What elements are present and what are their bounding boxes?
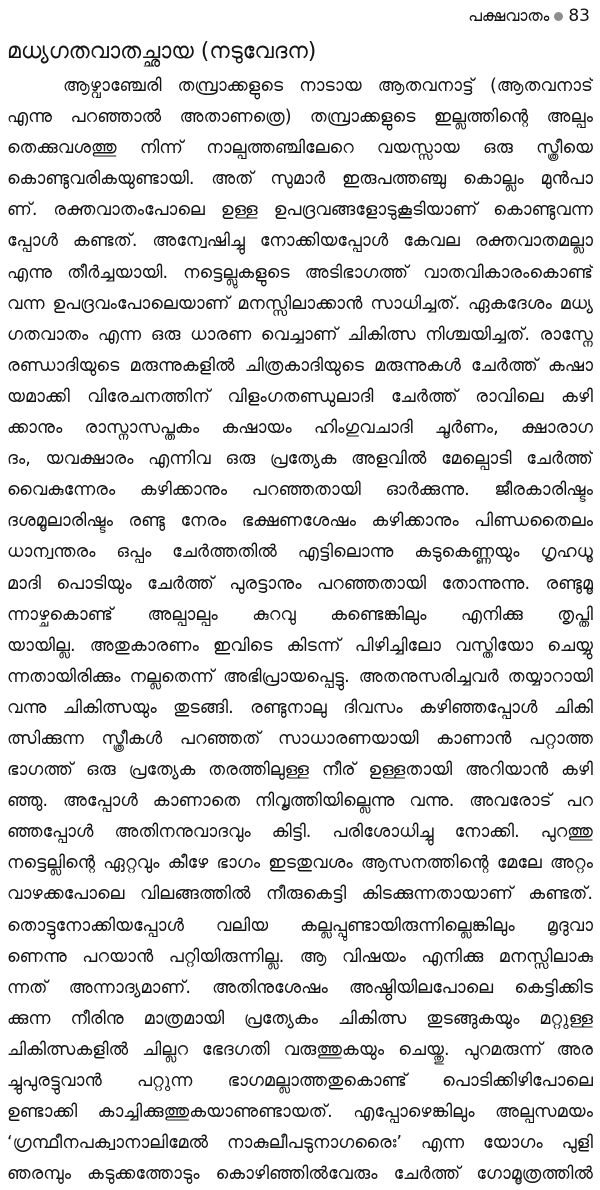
text-line: ഞരമ്പും കടുക്കത്തോടും കൊഴിഞ്ഞിൽവേരും ചേർത്ത് ഗോമൂത്രത്തിൽ [7,1164,593,1185]
text-line: ഞ്ഞപ്പോൾ അതിനനുവാദവും കിട്ടി. പരിശോധിച്ചു നോക്കി. പുറത്തു [7,822,593,843]
text-line: ന്നത് അന്നാദ്യമാണ്. അതിനുശേഷം അഷ്ഠിയിലപോലെ കെട്ടിക്കിട [7,977,593,998]
text-line: യമാക്കി വിരേചനത്തിന് വിളംഗതണ്ഡുലാദി ചേർത്ത് രാവിലെ കഴി [7,386,593,407]
text-line: ച്ചുപുരട്ടുവാൻ പറ്റുന്ന ഭാഗമല്ലാത്തതുകൊണ്ട് പൊടിക്കിഴിപോലെ [7,1071,593,1091]
text-line: എന്നു തീർച്ചയായി. നട്ടെല്ലുകളുടെ അടിഭാഗത്ത് വാതവികാരംകൊണ്ട് [7,262,593,283]
text-line: ദം, യവക്ഷാരം എന്നിവ ഒരു പ്രത്യേക അളവിൽ മേല്പൊടി ചേർത്ത് [7,449,593,470]
text-line: ക്കുന്ന നീരിനു മാത്രമായി പ്രത്യേകം ചികിത്സ തുടങ്ങുകയും മറ്റുള്ള [7,1008,593,1029]
text-line: ന്നാഴ്ചകൊണ്ട് അല്പാല്പം കുറവു കണ്ടെങ്കിലും എനിക്കു തൃപ്തി [7,604,593,625]
text-line: ധാന്വന്തരം ഒപ്പം ചേർത്തതിൽ എട്ടിലൊന്നു കടുകെണ്ണയും ഗൃഹധൂ [7,542,593,563]
text-line: നട്ടെല്ലിന്റെ ഏറ്റവും കീഴേ ഭാഗം ഇടതുവശം ആസനത്തിന്റെ മേലേ അറ്റം [7,853,593,874]
text-line: ഭാഗത്ത് ഒരു പ്രത്യേക തരത്തിലുള്ള നീര് ഉള്ളതായി അറിയാൻ കഴി [7,760,593,781]
body-text [7,71,593,1190]
text-line: തൊട്ടുനോക്കിയപ്പോൾ വലിയ കല്ലപ്പുണ്ടായിരുന്നില്ലെങ്കിലും മൃദുവാ [7,915,593,936]
text-line: മാദി പൊടിയും ചേർത്ത് പുരട്ടാനും പറഞ്ഞതായി തോന്നുന്നു. രണ്ടുമൂ [7,573,593,594]
text-line: വൈകുന്നേരം കഴിക്കാനും പറഞ്ഞതായി ഓർക്കുന്നു. ജീരകാരിഷ്ടം [7,480,593,501]
text-line: തെക്കുവശത്തു നിന്ന് നാല്പത്തഞ്ചിലേറെ വയസ്സായ ഒരു സ്ത്രീയെ [7,138,593,159]
running-header [468,6,590,26]
text-line: കൊണ്ടുവരികയുണ്ടായി. അത് സുമാർ ഇരുപത്തഞ്ചു കൊല്ലം മുൻപാ [7,169,593,190]
text-line: ഉണ്ടാക്കി കാച്ചിക്കുത്തുകയാണുണ്ടായത്. എപ്പോഴെങ്കിലും അല്പസമയം [7,1102,593,1123]
text-line: ദശമൂലാരിഷ്ടം രണ്ടു നേരം ഭക്ഷണശേഷം കഴിക്കാനും പിണ്ഡതൈലം [7,511,593,532]
text-line: ത്സിക്കുന്ന സ്ത്രീകൾ പറഞ്ഞത് സാധാരണയായി കാണാൻ പറ്റാത്ത [7,728,593,749]
section-heading: മധ്യഗതവാതച്ഛായ (നടുവേദന) [7,39,317,64]
text-line: ആഴ്വാഞ്ചേരി തമ്പ്രാക്കളുടെ നാടായ ആതവനാട്ട് (ആതവനാട് [63,76,593,96]
text-line: ഗതവാതം എന്ന ഒരു ധാരണ വെച്ചാണ് ചികിത്സ നിശ്ചയിച്ചത്. രാസ്നേ [7,324,593,345]
text-line: വന്ന ഉപദ്രവംപോലെയാണ് മനസ്സിലാക്കാൻ സാധിച്ചത്. ഏകദേശം മധ്യ [7,293,593,314]
text-line: വാഴക്കപോലെ വിലങ്ങത്തിൽ നീരുകെട്ടി കിടക്കുന്നതായാണ് കണ്ടത്. [7,884,593,905]
page-number: 83 [568,6,590,26]
text-line: ണെന്നു പറയാൻ പറ്റിയിരുന്നില്ല. ആ വിഷയം എനിക്കു മനസ്സിലാകു [7,946,593,967]
bullet-ornament-icon [554,12,563,21]
text-line: എന്നു പറഞ്ഞാൽ അതാണത്രെ) തമ്പ്രാക്കളുടെ ഇല്ലത്തിന്റെ അല്പം [7,107,593,128]
text-line: ണ്. രക്തവാതംപോലെ ഉള്ള ഉപദ്രവങ്ങളോടുകൂടിയാണ് കൊണ്ടുവന്ന [7,200,593,221]
text-line: ഞ്ഞു. അപ്പോൾ കാണാതെ നിവൃത്തിയില്ലെന്നു വന്നു. അവരോട് പറ [7,791,593,812]
text-line: വന്നു ചികിത്സയും തുടങ്ങി. രണ്ടുനാലു ദിവസം കഴിഞ്ഞപ്പോൾ ചികി [7,697,593,718]
text-line: ‘ഗ്രന്ഥീനപക്വാനാലിമേൽ നാകുലീപടുനാഗരൈഃ’ എന്ന യോഗം പുളി [7,1133,593,1154]
text-line: പ്പോൾ കണ്ടത്. അന്വേഷിച്ചു നോക്കിയപ്പോൾ കേവല രക്തവാതമല്ലാ [7,231,593,252]
text-line: ന്നതായിരിക്കും നല്ലതെന്ന് അഭിപ്രായപ്പെട്ടു. അതനുസരിച്ചവർ തയ്യാറായി [7,666,593,687]
text-line: ക്കാനും രാസ്നാസപ്തകം കഷായം ഹിംഗുവചാദി ചൂർണം, ക്ഷാരാഗ [7,418,593,439]
text-line: ചികിത്സകളിൽ ചില്ലറ ഭേദഗതി വരുത്തുകയും ചെയ്തു. പുറമരുന്ന് അര [7,1039,593,1060]
running-title: പക്ഷവാതം [468,6,550,25]
text-line: യായില്ല. അതുകാരണം ഇവിടെ കിടന്ന് പിഴിച്ചിലോ വസ്തിയോ ചെയ്യു [7,635,593,656]
text-line: രണ്ഡാദിയുടെ മരുന്നുകളിൽ ചിത്രകാദിയുടെ മരുന്നുകൾ ചേർത്ത് കഷാ [7,355,593,376]
